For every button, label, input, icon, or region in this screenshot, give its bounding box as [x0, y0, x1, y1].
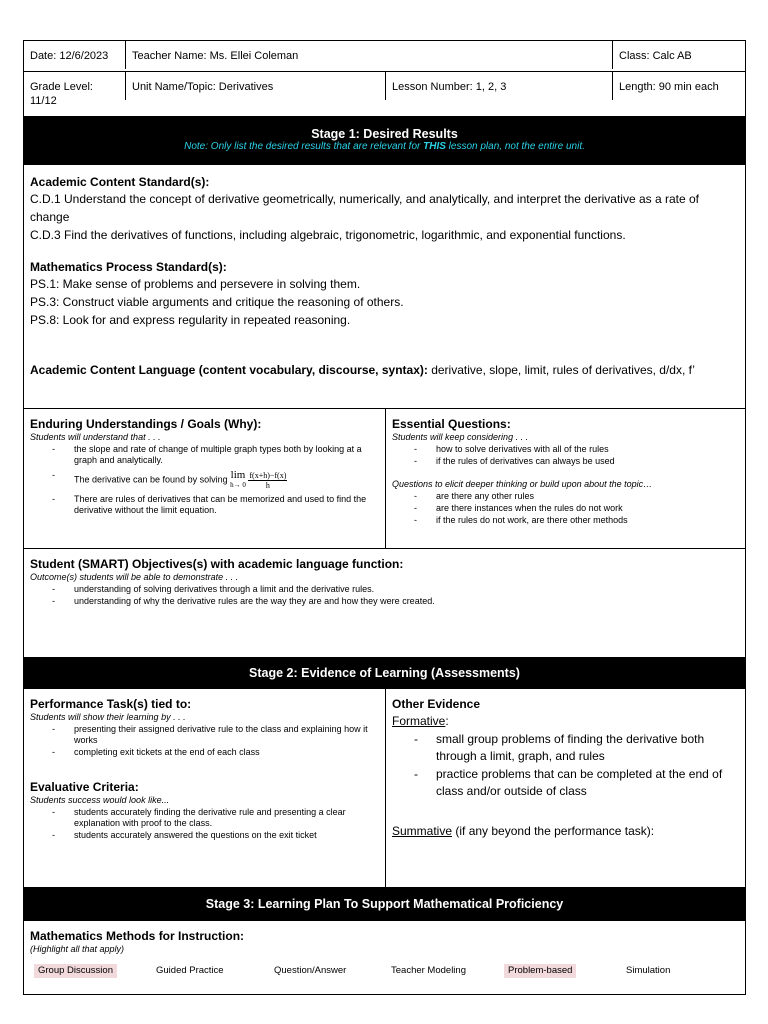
enduring-cell [24, 409, 385, 523]
process-standard-heading: Mathematics Process Standard(s): [30, 260, 227, 274]
process-standard-2: PS.3: Construct viable arguments and critique the reasoning of others. [30, 295, 404, 309]
formative-colon: : [445, 714, 449, 728]
list-item: - There are rules of derivatives that can be memorized and used to find the derivative without the limit equation. [52, 494, 379, 516]
teacher-cell: Teacher Name: Ms. Ellei Coleman [125, 41, 612, 69]
grade-cell: Grade Level: 11/12 [30, 81, 93, 107]
method-guided-practice[interactable]: Guided Practice [156, 965, 224, 976]
stage1-title: Stage 1: Desired Results [311, 127, 458, 141]
content-language [30, 361, 739, 379]
enduring-intro: Students will understand that . . . [30, 432, 161, 442]
unit-cell: Unit Name/Topic: Derivatives [125, 72, 385, 100]
smart-list [30, 584, 739, 607]
stage1-bar [24, 117, 745, 165]
method-simulation[interactable]: Simulation [626, 965, 671, 976]
list-item: - understanding of why the derivative rules are the way they are and how they were created. [52, 596, 739, 607]
list-item: - if the rules of derivatives can always be used [414, 456, 739, 467]
performance-intro: Students will show their learning by . . . [30, 712, 186, 722]
list-item: - practice problems that can be completed at the end of class and/or outside of class [414, 766, 739, 800]
method-teacher-modeling[interactable]: Teacher Modeling [391, 965, 466, 976]
stage2-bar [24, 657, 745, 689]
method-problem-based[interactable]: Problem-based [504, 964, 576, 978]
method-question-answer[interactable]: Question/Answer [274, 965, 347, 976]
lim-text: lim [230, 469, 246, 481]
list-item: - if the rules do not work, are there other methods [414, 515, 739, 526]
essential-heading: Essential Questions: [392, 417, 511, 431]
methods-section [24, 921, 745, 994]
note-suffix: lesson plan, not the entire unit. [445, 141, 585, 152]
limit-notation [230, 470, 246, 490]
list-item: - are there any other rules [414, 491, 739, 502]
content-language-heading: Academic Content Language (content vocabulary, discourse, syntax): [30, 363, 428, 377]
essential-list [392, 444, 739, 467]
evaluative-heading: Evaluative Criteria: [30, 780, 139, 794]
deeper-intro: Questions to elicit deeper thinking or build upon about the topic… [392, 479, 653, 489]
performance-heading: Performance Task(s) tied to: [30, 697, 192, 711]
formative-list [392, 731, 739, 800]
lesson-cell: Lesson Number: 1, 2, 3 [385, 72, 612, 100]
list-item: - understanding of solving derivatives through a limit and the derivative rules. [52, 584, 739, 595]
formative-line [392, 712, 739, 730]
list-item: - completing exit tickets at the end of each class [52, 747, 379, 758]
content-standard-1: C.D.1 Understand the concept of derivative geometrically, numerically, and analytically, and interpret the derivative as a rate of change [30, 192, 700, 224]
content-standard-2: C.D.3 Find the derivatives of functions, including algebraic, trigonometric, logarithmic, and exponential functions. [30, 228, 626, 242]
list-item [52, 470, 379, 490]
enduring-heading: Enduring Understandings / Goals (Why): [30, 417, 262, 431]
understandings-row [24, 409, 745, 549]
evaluative-intro: Students success would look like... [30, 795, 170, 805]
header-row-2 [24, 72, 745, 117]
header-row-1 [24, 41, 745, 72]
length-cell: Length: 90 min each [612, 72, 745, 100]
stage3-title: Stage 3: Learning Plan To Support Mathematical Proficiency [205, 897, 564, 911]
list-item: - the slope and rate of change of multiple graph types both by looking at a graph and analytically. [52, 444, 379, 466]
performance-cell [24, 689, 385, 848]
note-bold: THIS [423, 141, 446, 152]
frac-denominator: h [265, 480, 270, 490]
performance-list [30, 724, 379, 758]
methods-list [30, 964, 739, 980]
note-prefix: Note: Only list the desired results that are relevant for [184, 141, 424, 152]
list-item: - students accurately finding the derivative rule and presenting a clear explanation with proof to the class. [52, 807, 379, 829]
deeper-list [392, 491, 739, 526]
formula-lead: The derivative can be found by solving [74, 474, 228, 485]
other-evidence-cell [385, 689, 745, 887]
method-group-discussion[interactable]: Group Discussion [34, 964, 117, 978]
smart-section [24, 549, 745, 657]
standards-section [24, 165, 745, 409]
lim-sub: h→ 0 [230, 481, 246, 489]
formative-label: Formative [392, 714, 446, 728]
evaluative-list [30, 807, 379, 841]
process-standard-1: PS.1: Make sense of problems and persevere in solving them. [30, 277, 361, 291]
summative-line [392, 822, 739, 840]
essential-cell [385, 409, 745, 548]
list-item: - students accurately answered the questions on the exit ticket [52, 830, 379, 841]
list-item: - how to solve derivatives with all of the rules [414, 444, 739, 455]
smart-heading: Student (SMART) Objectives(s) with academic language function: [30, 557, 404, 571]
other-evidence-heading: Other Evidence [392, 697, 481, 711]
enduring-list [30, 444, 379, 516]
content-standard-heading: Academic Content Standard(s): [30, 175, 210, 189]
stage2-title: Stage 2: Evidence of Learning (Assessments) [249, 666, 520, 680]
summative-text: (if any beyond the performance task): [452, 824, 655, 838]
list-item: - are there instances when the rules do not work [414, 503, 739, 514]
stage1-note [24, 141, 745, 152]
list-item: - presenting their assigned derivative rule to the class and explaining how it works [52, 724, 379, 746]
date-cell: Date: 12/6/2023 [30, 50, 109, 62]
process-standard-3: PS.8: Look for and express regularity in repeated reasoning. [30, 313, 351, 327]
methods-heading: Mathematics Methods for Instruction: [30, 929, 245, 943]
essential-intro: Students will keep considering . . . [392, 432, 529, 442]
smart-intro: Outcome(s) students will be able to demonstrate . . . [30, 572, 239, 582]
methods-intro: (Highlight all that apply) [30, 944, 125, 954]
lesson-plan-page [23, 40, 746, 995]
summative-label: Summative [392, 824, 453, 838]
list-item: - small group problems of finding the derivative both through a limit, graph, and rules [414, 731, 739, 765]
evidence-row [24, 689, 745, 887]
stage3-bar [24, 887, 745, 921]
class-cell: Class: Calc AB [612, 41, 745, 69]
content-language-text: derivative, slope, limit, rules of derivatives, d/dx, f’ [427, 363, 695, 377]
frac-numerator: f(x+h)−f(x) [249, 470, 287, 480]
difference-quotient [248, 471, 287, 490]
